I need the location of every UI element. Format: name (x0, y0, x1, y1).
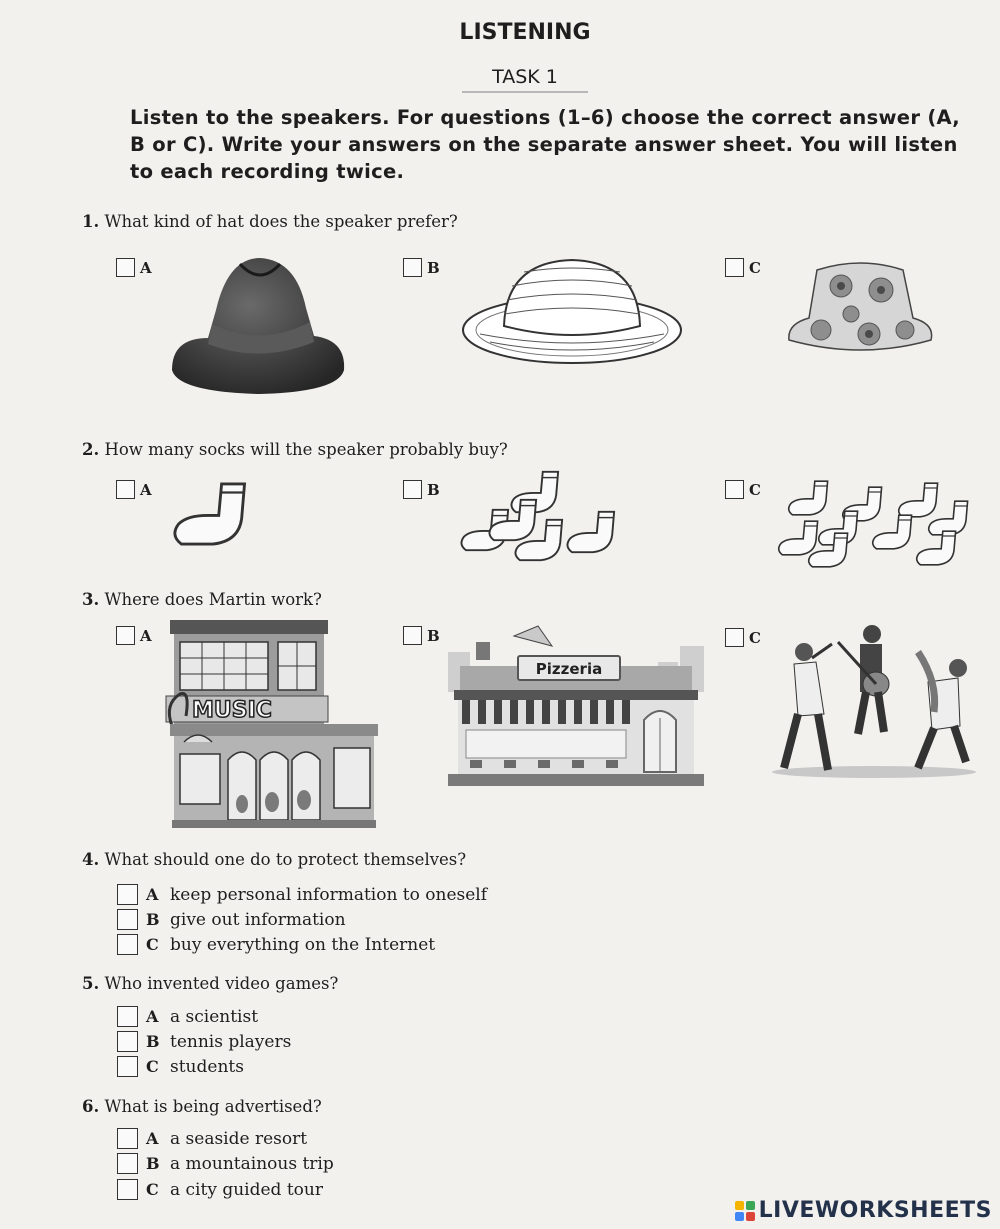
checkbox[interactable] (116, 258, 135, 277)
pizzeria-sign: Pizzeria (535, 660, 603, 678)
many-socks-image (776, 478, 974, 570)
pair-of-socks-image (456, 466, 624, 564)
floral-bucket-hat-image (785, 256, 935, 360)
checkbox[interactable] (725, 628, 744, 647)
question-text: Where does Martin work? (104, 590, 322, 609)
checkbox[interactable] (117, 934, 138, 955)
instructions: Listen to the speakers. For questions (1–6) choose the correct answer (A, B or C). Write your answers on the separate answer sheet. You will listen to each recording twice. (130, 106, 961, 183)
checkbox[interactable] (117, 1056, 138, 1077)
brand-label: LIVEWORKSHEETS (758, 1198, 992, 1223)
q1-option-a[interactable]: A (116, 258, 152, 277)
question-3 (82, 590, 322, 609)
q5-option-a[interactable]: A a scientist (117, 1006, 258, 1027)
page-title: LISTENING (459, 20, 591, 45)
checkbox[interactable] (117, 884, 138, 905)
street-musicians-image (768, 622, 978, 778)
q2-option-a[interactable]: A (116, 480, 152, 499)
question-text: Who invented video games? (104, 974, 339, 993)
question-number: 4. (82, 850, 100, 869)
task-label: TASK 1 (492, 66, 558, 88)
question-2 (82, 440, 508, 459)
q5-option-b[interactable]: B tennis players (117, 1031, 291, 1052)
checkbox[interactable] (117, 909, 138, 930)
q2-option-b[interactable]: B (403, 480, 440, 499)
question-number: 3. (82, 590, 100, 609)
q3-option-a[interactable]: A (116, 626, 152, 645)
q4-option-c[interactable]: C buy everything on the Internet (117, 934, 435, 955)
question-text: What kind of hat does the speaker prefer? (104, 212, 458, 231)
straw-hat-image (460, 256, 684, 366)
question-4 (82, 850, 466, 869)
checkbox[interactable] (725, 258, 744, 277)
q3-option-c[interactable]: C (725, 628, 761, 647)
q6-option-b[interactable]: B a mountainous trip (117, 1153, 334, 1174)
checkbox[interactable] (116, 626, 135, 645)
question-number: 6. (82, 1097, 100, 1116)
q1-option-c[interactable]: C (725, 258, 761, 277)
question-number: 5. (82, 974, 100, 993)
checkbox[interactable] (403, 480, 422, 499)
checkbox[interactable] (725, 480, 744, 499)
music-sign: MUSIC (192, 698, 272, 723)
liveworksheets-logo-icon (735, 1201, 755, 1221)
task-underline (462, 91, 588, 93)
question-number: 2. (82, 440, 100, 459)
q4-option-a[interactable]: A keep personal information to oneself (117, 884, 487, 905)
pizzeria-image (448, 622, 704, 786)
checkbox[interactable] (117, 1031, 138, 1052)
checkbox[interactable] (117, 1128, 138, 1149)
q2-option-c[interactable]: C (725, 480, 761, 499)
fedora-hat-image (168, 252, 348, 398)
checkbox[interactable] (117, 1006, 138, 1027)
q6-option-c[interactable]: C a city guided tour (117, 1179, 323, 1200)
question-5 (82, 974, 338, 993)
question-text: What should one do to protect themselves? (104, 850, 467, 869)
q3-option-b[interactable]: B (403, 626, 440, 645)
q6-option-a[interactable]: A a seaside resort (117, 1128, 307, 1149)
checkbox[interactable] (116, 480, 135, 499)
q1-option-b[interactable]: B (403, 258, 440, 277)
question-text: What is being advertised? (104, 1097, 322, 1116)
question-number: 1. (82, 212, 100, 231)
checkbox[interactable] (117, 1153, 138, 1174)
q5-option-c[interactable]: C students (117, 1056, 244, 1077)
checkbox[interactable] (403, 258, 422, 277)
one-sock-image (170, 478, 256, 550)
music-shop-image (162, 620, 380, 828)
checkbox[interactable] (117, 1179, 138, 1200)
question-1 (82, 212, 458, 231)
question-text: How many socks will the speaker probably buy? (104, 440, 508, 459)
checkbox[interactable] (403, 626, 422, 645)
q4-option-b[interactable]: B give out information (117, 909, 346, 930)
question-6 (82, 1097, 322, 1116)
liveworksheets-brand[interactable] (735, 1198, 992, 1223)
